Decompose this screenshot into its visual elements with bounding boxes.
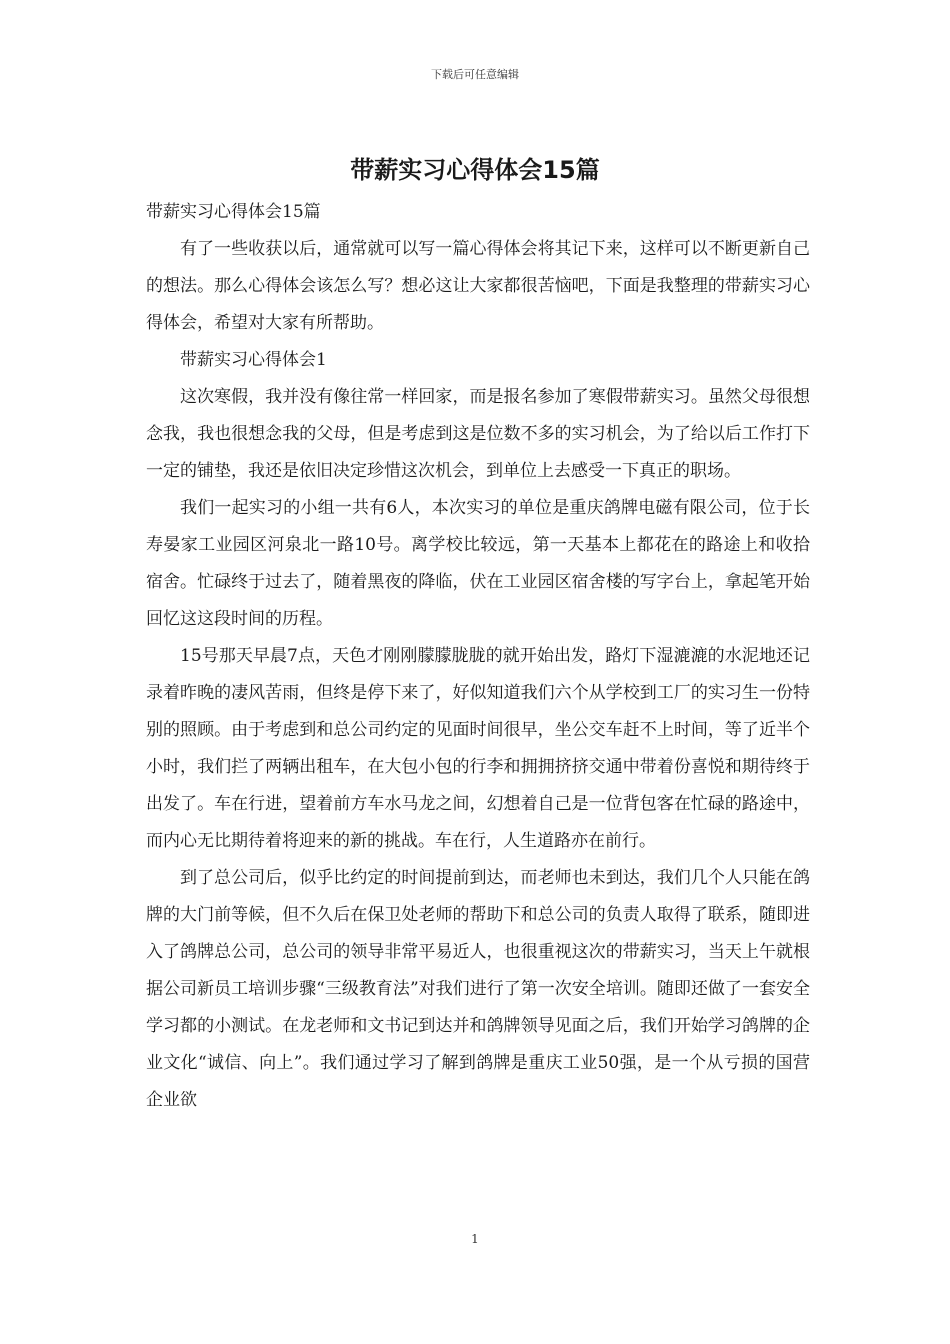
- document-body: [146, 194, 810, 1119]
- page-header-note: 下载后可任意编辑: [431, 68, 519, 81]
- section-heading: 带薪实习心得体会1: [180, 350, 327, 370]
- page-number: 1: [471, 1232, 479, 1246]
- paragraph: 我们一起实习的小组一共有6人，本次实习的单位是重庆鸽牌电磁有限公司，位于长寿晏家工业园区河泉北一路10号。离学校比较远，第一天基本上都花在的路途上和收拾宿舍。忙碌终于过去了，随着黑夜的降临，伏在工业园区宿舍楼的写字台上，拿起笔开始回忆这这段时间的历程。: [146, 498, 810, 629]
- paragraph-intro: 有了一些收获以后，通常就可以写一篇心得体会将其记下来，这样可以不断更新自己的想法。那么心得体会该怎么写？想必这让大家都很苦恼吧，下面是我整理的带薪实习心得体会，希望对大家有所帮助。: [146, 239, 810, 333]
- document-subtitle: 带薪实习心得体会15篇: [146, 202, 321, 222]
- paragraph: 这次寒假，我并没有像往常一样回家，而是报名参加了寒假带薪实习。虽然父母很想念我，我也很想念我的父母，但是考虑到这是位数不多的实习机会，为了给以后工作打下一定的铺垫，我还是依旧决定珍惜这次机会，到单位上去感受一下真正的职场。: [146, 387, 810, 481]
- paragraph: 到了总公司后，似乎比约定的时间提前到达，而老师也未到达，我们几个人只能在鸽牌的大门前等候，但不久后在保卫处老师的帮助下和总公司的负责人取得了联系，随即进入了鸽牌总公司，总公司的领导非常平易近人，也很重视这次的带薪实习，当天上午就根据公司新员工培训步骤“三级教育法”对我们进行了第一次安全培训。随即还做了一套安全学习都的小测试。在龙老师和文书记到达并和鸽牌领导见面之后，我们开始学习鸽牌的企业文化“诚信、向上”。我们通过学习了解到鸽牌是重庆工业50强，是一个从亏损的国营企业欲: [146, 868, 810, 1110]
- paragraph: 15号那天早晨7点，天色才刚刚朦朦胧胧的就开始出发，路灯下湿漉漉的水泥地还记录着昨晚的凄风苦雨，但终是停下来了，好似知道我们六个从学校到工厂的实习生一份特别的照顾。由于考虑到和总公司约定的见面时间很早，坐公交车赶不上时间，等了近半个小时，我们拦了两辆出租车，在大包小包的行李和拥拥挤挤交通中带着份喜悦和期待终于出发了。车在行进，望着前方车水马龙之间，幻想着自己是一位背包客在忙碌的路途中，而内心无比期待着将迎来的新的挑战。车在行，人生道路亦在前行。: [146, 646, 810, 851]
- document-title: 带薪实习心得体会15篇: [350, 156, 600, 184]
